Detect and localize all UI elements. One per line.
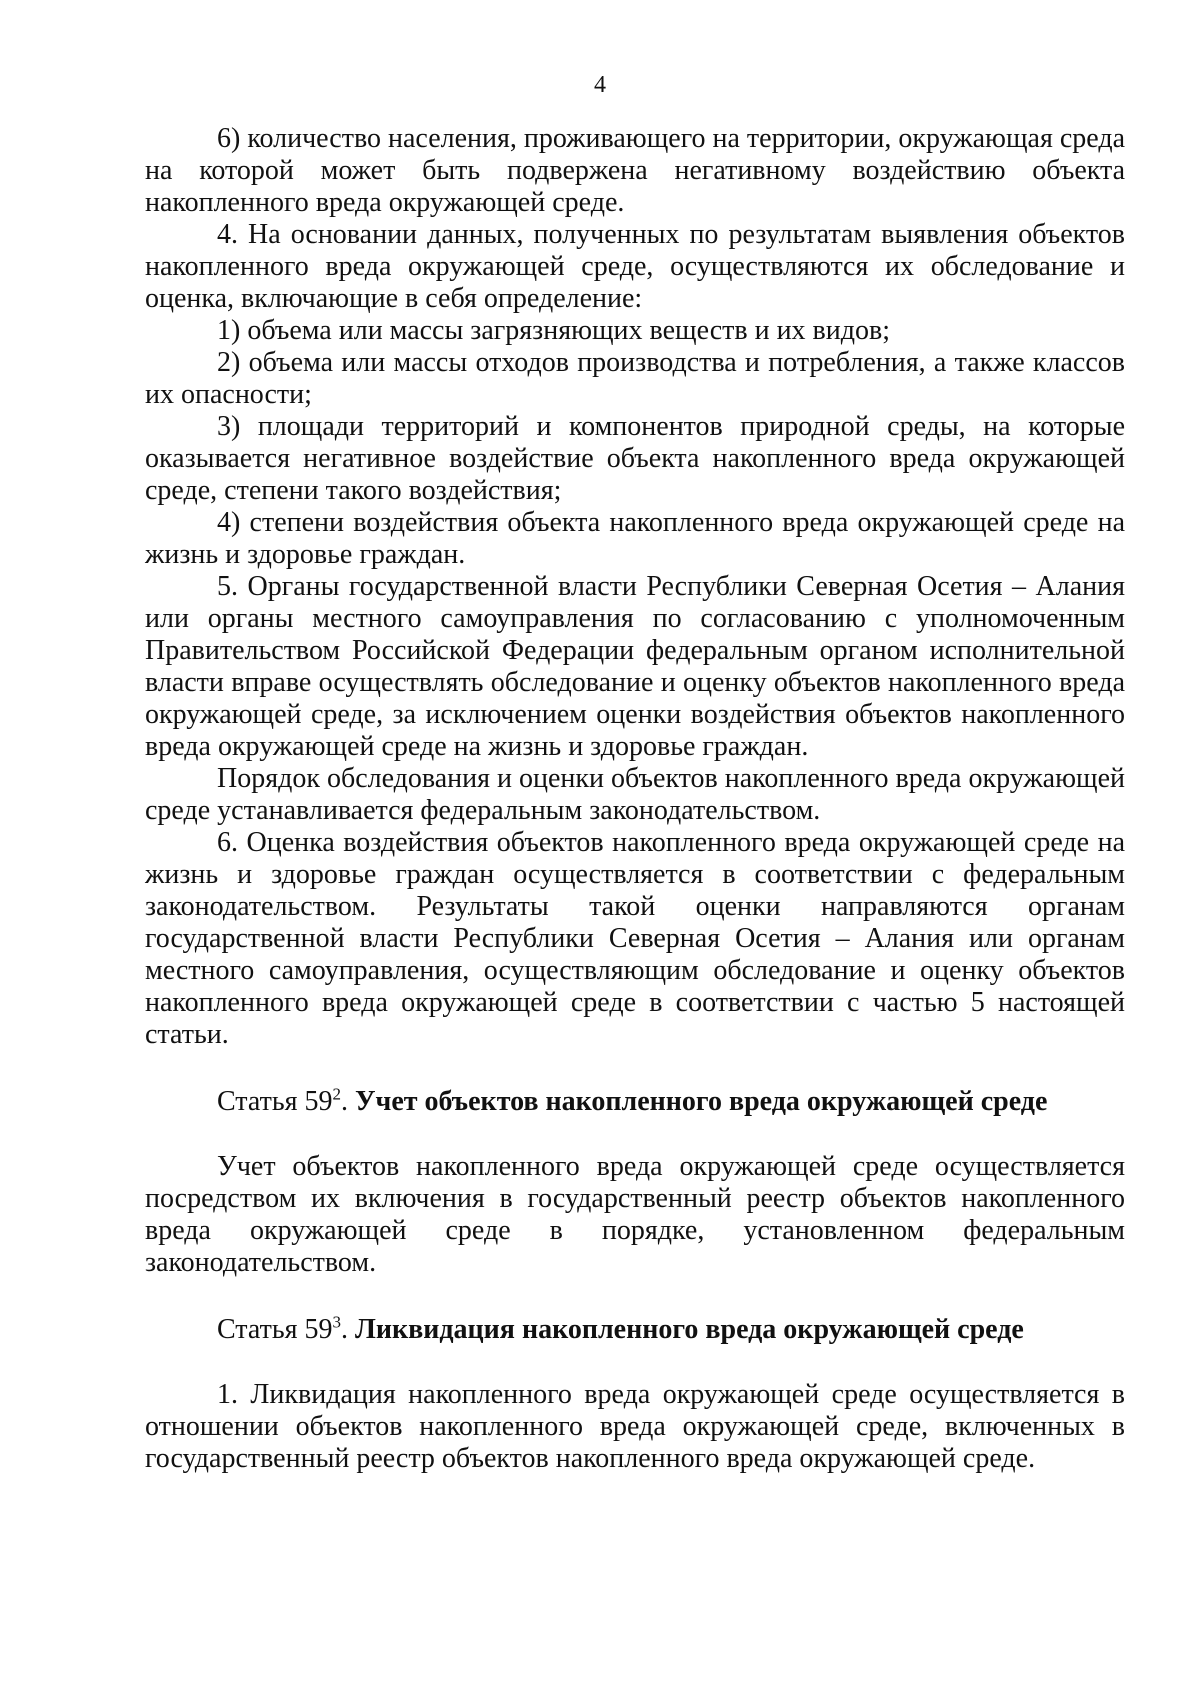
article-prefix: Статья 59 — [217, 1086, 333, 1117]
article-59-3-text: 1. Ликвидация накопленного вреда окружающей среде осуществляется в отношении объектов накопленного вреда окружающей среде, включенных в государственный реестр объектов накопленного вреда окружающей среде. — [145, 1379, 1125, 1474]
paragraph: 5. Органы государственной власти Республики Северная Осетия – Алания или органы местного самоуправления по согласованию с уполномоченным Правительством Российской Федерации федеральным органом исполнительной власти вправе осуществлять обследование и оценку объектов накопленного вреда окружающей среде, за исключением оценки воздействия объектов накопленного вреда окружающей среде на жизнь и здоровье граждан. — [145, 571, 1125, 762]
article-prefix: Статья 59 — [217, 1314, 333, 1345]
paragraph: 1) объема или массы загрязняющих веществ и их видов; — [217, 315, 891, 346]
article-dot: . — [340, 1314, 355, 1345]
paragraph: 3) площади территорий и компонентов природной среды, на которые оказывается негативное воздействие объекта накопленного вреда окружающей среде, степени такого воздействия; — [145, 411, 1125, 506]
article-dot: . — [340, 1086, 355, 1117]
paragraph: 4) степени воздействия объекта накопленного вреда окружающей среде на жизнь и здоровье граждан. — [145, 507, 1125, 570]
document-body — [145, 123, 1125, 1475]
paragraph: 4. На основании данных, полученных по результатам выявления объектов накопленного вреда окружающей среде, осуществляются их обследование и оценка, включающие в себя определение: — [145, 219, 1125, 314]
page-number: 4 — [594, 72, 606, 98]
article-59-2-text: Учет объектов накопленного вреда окружающей среде осуществляется посредством их включения в государственный реестр объектов накопленного вреда окружающей среде в порядке, установленном федеральным законодательством. — [145, 1151, 1125, 1278]
article-heading-59-2 — [145, 1085, 1125, 1119]
paragraph: 2) объема или массы отходов производства и потребления, а также классов их опасности; — [145, 347, 1125, 410]
paragraph: Порядок обследования и оценки объектов накопленного вреда окружающей среде устанавливается федеральным законодательством. — [145, 763, 1125, 826]
article-superscript: 2 — [332, 1084, 341, 1104]
paragraph: 6. Оценка воздействия объектов накопленного вреда окружающей среде на жизнь и здоровье граждан осуществляется в соответствии с федеральным законодательством. Результаты такой оценки направляются органам государственной власти Республики Северная Осетия – Алания или органам местного самоуправления, осуществляющим обследование и оценку объектов накопленного вреда окружающей среде в соответствии с частью 5 настоящей статьи. — [145, 827, 1125, 1050]
article-title: Учет объектов накопленного вреда окружающей среде — [354, 1086, 1048, 1117]
paragraph: 6) количество населения, проживающего на территории, окружающая среда на которой может быть подвержена негативному воздействию объекта накопленного вреда окружающей среде. — [145, 123, 1125, 218]
article-title: Ликвидация накопленного вреда окружающей среде — [354, 1314, 1024, 1345]
article-heading-59-3 — [145, 1313, 1125, 1347]
article-superscript: 3 — [332, 1312, 341, 1332]
